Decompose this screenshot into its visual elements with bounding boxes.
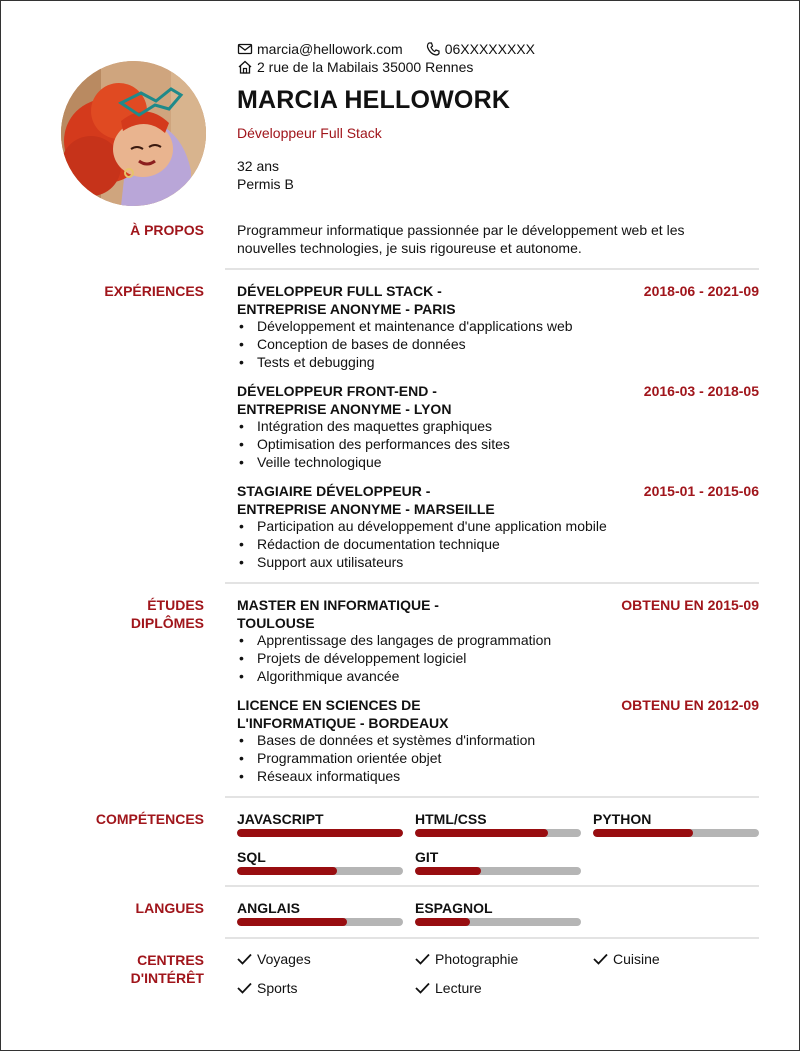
list-item: • Support aux utilisateurs <box>237 553 607 571</box>
education-date: OBTENU EN 2015-09 <box>621 597 759 613</box>
skill-bar <box>593 829 759 837</box>
language-bar <box>237 918 403 926</box>
list-item: • Projets de développement logiciel <box>237 649 551 667</box>
list-item: • Réseaux informatiques <box>237 767 535 785</box>
interest-label: Lecture <box>435 980 482 996</box>
check-icon <box>415 953 430 965</box>
skill-bar <box>237 829 403 837</box>
skill-bar-fill <box>237 867 337 875</box>
skill-name: GIT <box>415 849 439 865</box>
skill-name: PYTHON <box>593 811 652 827</box>
skill-bar <box>237 867 403 875</box>
mail-icon <box>237 41 253 57</box>
address-line <box>237 59 473 75</box>
phone-icon <box>425 41 441 57</box>
education-bullets <box>237 631 551 685</box>
section-label-education: ÉTUDES DIPLÔMES <box>130 597 204 631</box>
experience-bullets <box>237 417 510 471</box>
skill-name: SQL <box>237 849 266 865</box>
interest-label: Sports <box>257 980 298 996</box>
candidate-name: MARCIA HELLOWORK <box>237 86 511 114</box>
interest-item <box>415 980 482 996</box>
interest-item <box>415 951 518 967</box>
skill-bar-fill <box>237 829 403 837</box>
language-item <box>415 900 581 926</box>
language-bar-fill <box>415 918 470 926</box>
section-label-skills: COMPÉTENCES <box>95 811 204 827</box>
language-name: ANGLAIS <box>237 900 300 916</box>
education-date: OBTENU EN 2012-09 <box>621 697 759 713</box>
job-title: Développeur Full Stack <box>237 125 382 141</box>
phone-text: 06XXXXXXXX <box>444 41 535 57</box>
section-label-experiences: EXPÉRIENCES <box>104 283 204 299</box>
about-text: Programmeur informatique passionnée par le développement web et les nouvelles technologies, je suis rigoureuse et autonome. <box>237 222 685 256</box>
list-item: • Rédaction de documentation technique <box>237 535 607 553</box>
language-item <box>237 900 403 926</box>
interest-item <box>593 951 660 967</box>
experience-title: STAGIAIRE DÉVELOPPEUR - ENTREPRISE ANONYME - MARSEILLE <box>237 483 495 517</box>
language-bar <box>415 918 581 926</box>
check-icon <box>237 953 252 965</box>
interest-label: Photographie <box>435 951 519 967</box>
section-label-about: À PROPOS <box>130 222 204 238</box>
email-line <box>237 41 535 57</box>
skill-bar-fill <box>593 829 693 837</box>
skill-name: HTML/CSS <box>415 811 487 827</box>
list-item: • Intégration des maquettes graphiques <box>237 417 510 435</box>
home-icon <box>237 59 253 75</box>
interest-label: Cuisine <box>613 951 660 967</box>
skill-bar-fill <box>415 829 548 837</box>
avatar-illustration <box>61 61 206 206</box>
education-bullets <box>237 731 535 785</box>
divider <box>225 885 759 887</box>
interest-label: Voyages <box>257 951 311 967</box>
experience-bullets <box>237 317 573 371</box>
list-item: • Tests et debugging <box>237 353 573 371</box>
skill-item <box>237 849 403 875</box>
section-label-interests: CENTRES D'INTÉRÊT <box>130 952 204 986</box>
experience-date: 2015-01 - 2015-06 <box>643 483 759 499</box>
skill-item <box>415 811 581 837</box>
list-item: • Participation au développement d'une application mobile <box>237 517 607 535</box>
list-item: • Développement et maintenance d'applications web <box>237 317 573 335</box>
experience-date: 2018-06 - 2021-09 <box>643 283 759 299</box>
education-title: LICENCE EN SCIENCES DE L'INFORMATIQUE - BORDEAUX <box>237 697 449 731</box>
interest-item <box>237 980 297 996</box>
divider <box>225 268 759 270</box>
education-title: MASTER EN INFORMATIQUE - TOULOUSE <box>237 597 439 631</box>
divider <box>225 937 759 939</box>
address-text: 2 rue de la Mabilais 35000 Rennes <box>257 59 474 75</box>
list-item: • Optimisation des performances des sites <box>237 435 510 453</box>
avatar <box>61 61 206 206</box>
experience-title: DÉVELOPPEUR FRONT-END - ENTREPRISE ANONYME - LYON <box>237 383 452 417</box>
skill-item <box>415 849 581 875</box>
experience-bullets <box>237 517 607 571</box>
check-icon <box>237 982 252 994</box>
language-bar-fill <box>237 918 347 926</box>
skill-bar <box>415 867 581 875</box>
driving-license: Permis B <box>237 176 294 192</box>
email-text: marcia@hellowork.com <box>257 41 403 57</box>
list-item: • Veille technologique <box>237 453 510 471</box>
skill-bar <box>415 829 581 837</box>
divider <box>225 582 759 584</box>
list-item: • Bases de données et systèmes d'information <box>237 731 535 749</box>
list-item: • Conception de bases de données <box>237 335 573 353</box>
list-item: • Algorithmique avancée <box>237 667 551 685</box>
skill-item <box>593 811 759 837</box>
check-icon <box>415 982 430 994</box>
divider <box>225 796 759 798</box>
skill-bar-fill <box>415 867 481 875</box>
section-label-languages: LANGUES <box>135 900 204 916</box>
experience-date: 2016-03 - 2018-05 <box>643 383 759 399</box>
list-item: • Programmation orientée objet <box>237 749 535 767</box>
skill-item <box>237 811 403 837</box>
check-icon <box>593 953 608 965</box>
age: 32 ans <box>237 158 280 174</box>
language-name: ESPAGNOL <box>415 900 493 916</box>
interest-item <box>237 951 311 967</box>
experience-title: DÉVELOPPEUR FULL STACK - ENTREPRISE ANONYME - PARIS <box>237 283 456 317</box>
skill-name: JAVASCRIPT <box>237 811 324 827</box>
list-item: • Apprentissage des langages de programmation <box>237 631 551 649</box>
